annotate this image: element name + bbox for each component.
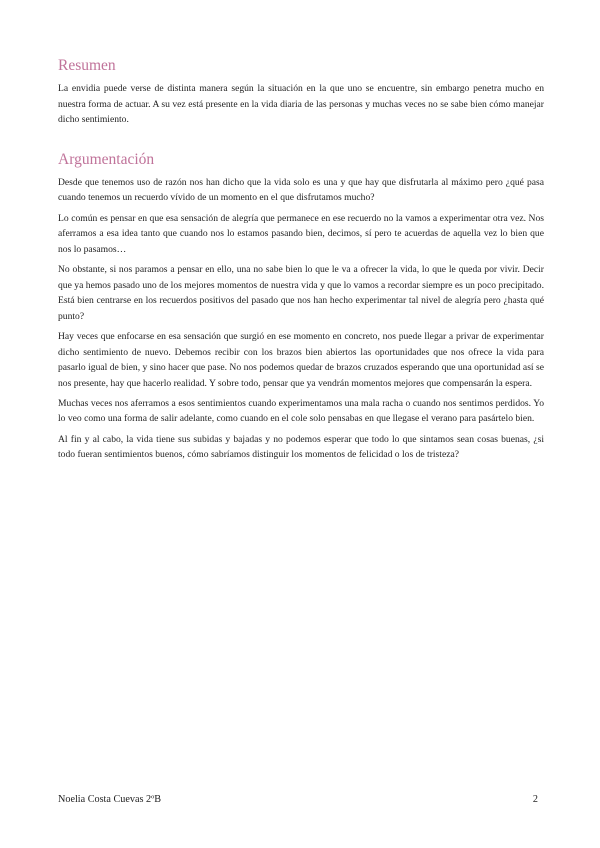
section-heading-argumentacion: Argumentación bbox=[58, 150, 155, 168]
paragraph: Desde que tenemos uso de razón nos han dicho que la vida solo es una y que hay que disfrutarla al máximo pero ¿qué pasa cuando tenemos un recuerdo vívido de un momento en el que disfrutamos mucho? bbox=[58, 176, 544, 204]
paragraph: La envidia puede verse de distinta manera según la situación en la que uno se encuentre, sin embargo penetra mucho en nuestra forma de actuar. A su vez está presente en la vida diaria de las personas y muchas veces no se sabe bien cómo manejar dicho sentimiento. bbox=[58, 83, 544, 126]
paragraph: Lo común es pensar en que esa sensación de alegría que permanece en ese recuerdo no la vamos a experimentar otra vez. Nos aferramos a esa idea tanto que cuando nos lo estamos pasando bien, decimos, sí pero te acuerdas de aquella vez lo bien que nos lo pasamos… bbox=[58, 212, 544, 255]
section-heading-resumen: Resumen bbox=[58, 57, 116, 74]
paragraph: Hay veces que enfocarse en esa sensación que surgió en ese momento en concreto, nos puede llegar a privar de experimentar dicho sentimiento de nuevo. Debemos recibir con los brazos bien abiertos las oportunidades que nos ofrece la vida para pasarlo igual de bien, y sino hacer que pase. No nos podemos quedar de brazos cruzados esperando que una oportunidad así se nos presente, hay que hacerlo realidad. Y sobre todo, pensar que ya vendrán momentos mejores que compensarán la espera. bbox=[58, 330, 544, 389]
paragraph: No obstante, si nos paramos a pensar en ello, una no sabe bien lo que le va a ofrecer la vida, lo que le queda por vivir. Decir que ya hemos pasado uno de los mejores momentos de nuestra vida y que lo vamos a recordar siempre es un poco precipitado. Está bien centrarse en los recuerdos positivos del pasado que nos han hecho experimentar tal nivel de alegría pero ¿hasta qué punto? bbox=[58, 263, 544, 322]
paragraph: Muchas veces nos aferramos a esos sentimientos cuando experimentamos una mala racha o cuando nos sentimos perdidos. Yo lo veo como una forma de salir adelante, como cuando en el cole solo pensabas en que llegase el verano para pasártelo bien. bbox=[58, 397, 544, 425]
page-footer bbox=[58, 794, 538, 805]
footer-author: Noelia Costa Cuevas 2ºB bbox=[58, 794, 162, 805]
document-page bbox=[58, 56, 544, 467]
page-number: 2 bbox=[532, 794, 538, 805]
paragraph: Al fin y al cabo, la vida tiene sus subidas y bajadas y no podemos esperar que todo lo que sintamos sean cosas buenas, ¿si todo fueran sentimientos buenos, cómo sabríamos distinguir los momentos de felicidad o los de tristeza? bbox=[58, 433, 544, 461]
